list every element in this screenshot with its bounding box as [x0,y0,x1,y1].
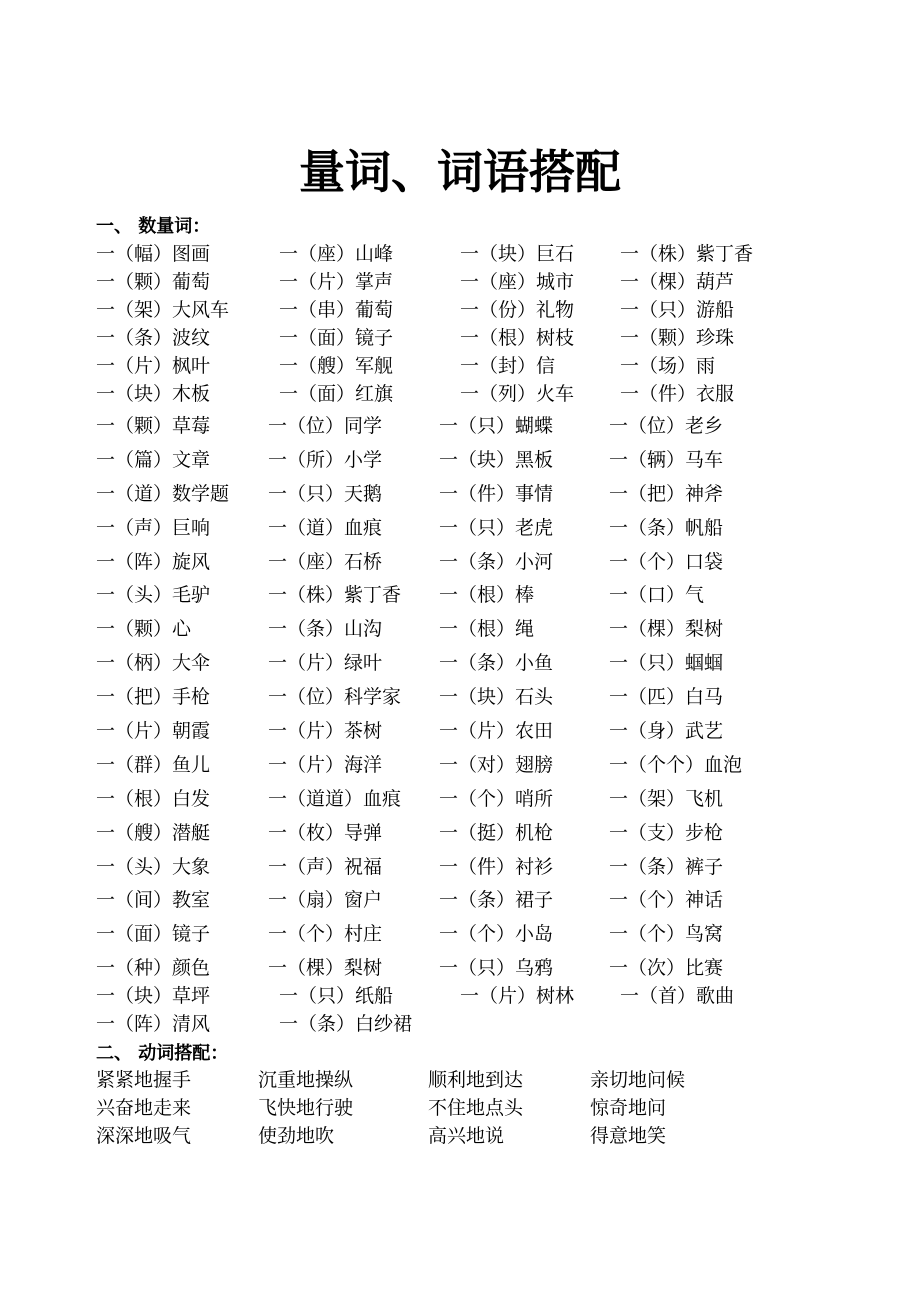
phrase-item: 一（把）手枪 [96,686,211,709]
phrase-item: 一（棵）梨树 [609,618,724,641]
phrase-item: 一（幅）图画 [96,243,211,265]
phrase-item: 一（间）教室 [96,889,211,912]
phrase-item: 一（只）乌鸦 [439,957,554,980]
phrase-item: 一（条）小河 [439,550,554,573]
phrase-item: 一（颗）葡萄 [96,271,211,293]
phrase-item: 一（串）葡萄 [279,299,394,321]
phrase-item: 一（群）鱼儿 [96,753,211,776]
phrase-item: 一（位）同学 [268,415,383,437]
phrase-item: 一（株）紫丁香 [268,584,402,607]
phrase-item: 一（头）毛驴 [96,584,211,607]
phrase-item: 一（颗）草莓 [96,415,211,437]
phrase-item: 一（座）山峰 [279,243,394,265]
phrase-item: 一（份）礼物 [460,299,575,321]
phrase-item: 一（口）气 [609,584,705,607]
phrase-item: 一（个个）血泡 [609,753,743,776]
phrase-item: 一（艘）军舰 [279,355,394,377]
phrase-item: 一（道）血痕 [268,516,383,539]
phrase-item: 一（块）石头 [439,686,554,709]
phrase-item: 一（扇）窗户 [268,889,383,912]
phrase-item: 一（位）老乡 [609,415,724,437]
phrase-item: 一（片）农田 [439,720,554,743]
phrase-item: 一（位）科学家 [268,686,402,709]
phrase-item: 一（根）绳 [439,618,535,641]
phrase-item: 一（阵）旋风 [96,550,211,573]
phrase-item: 顺利地到达 [428,1069,524,1091]
phrase-item: 一（片）绿叶 [268,652,383,675]
phrase-item: 一（片）茶树 [268,720,383,743]
phrase-item: 一（片）掌声 [279,271,394,293]
phrase-item: 一（座）城市 [460,271,575,293]
phrase-item: 一（块）黑板 [439,448,554,471]
phrase-item: 一（枚）导弹 [268,821,383,844]
section-heading-verb-phrases: 二、 动词搭配： [96,1043,229,1064]
phrase-item: 一（条）裙子 [439,889,554,912]
phrase-item: 不住地点头 [428,1097,524,1119]
phrase-item: 一（柄）大伞 [96,652,211,675]
phrase-item: 一（颗）珍珠 [620,327,735,349]
phrase-item: 一（株）紫丁香 [620,243,754,265]
phrase-item: 一（只）纸船 [279,985,394,1007]
phrase-item: 一（片）海洋 [268,753,383,776]
phrase-item: 一（个）鸟窝 [609,923,724,946]
phrase-item: 一（条）裤子 [609,855,724,878]
phrase-item: 一（只）天鹅 [268,482,383,505]
phrase-item: 一（只）蝴蝶 [439,415,554,437]
phrase-item: 一（块）巨石 [460,243,575,265]
phrase-item: 飞快地行驶 [258,1097,354,1119]
phrase-item: 亲切地问候 [590,1069,686,1091]
phrase-item: 一（块）木板 [96,383,211,405]
phrase-item: 一（阵）清风 [96,1013,211,1035]
phrase-item: 一（身）武艺 [609,720,724,743]
phrase-item: 一（面）红旗 [279,383,394,405]
phrase-item: 一（匹）白马 [609,686,724,709]
phrase-item: 一（条）帆船 [609,516,724,539]
phrase-item: 紧紧地握手 [96,1069,192,1091]
phrase-item: 一（根）树枝 [460,327,575,349]
phrase-item: 兴奋地走来 [96,1097,192,1119]
phrase-item: 一（道）数学题 [96,482,230,505]
phrase-item: 一（挺）机枪 [439,821,554,844]
phrase-item: 一（把）神斧 [609,482,724,505]
phrase-item: 一（条）波纹 [96,327,211,349]
phrase-item: 一（条）山沟 [268,618,383,641]
phrase-item: 一（架）大风车 [96,299,230,321]
phrase-item: 一（棵）梨树 [268,957,383,980]
phrase-item: 一（支）步枪 [609,821,724,844]
phrase-item: 一（所）小学 [268,448,383,471]
phrase-item: 惊奇地问 [590,1097,667,1119]
phrase-item: 一（对）翅膀 [439,753,554,776]
phrase-item: 一（头）大象 [96,855,211,878]
phrase-item: 一（块）草坪 [96,985,211,1007]
phrase-item: 一（场）雨 [620,355,716,377]
phrase-item: 一（面）镜子 [279,327,394,349]
phrase-item: 一（座）石桥 [268,550,383,573]
section-heading-measure-words: 一、 数量词： [96,216,211,237]
phrase-item: 深深地吸气 [96,1125,192,1147]
phrase-item: 一（首）歌曲 [620,985,735,1007]
phrase-item: 一（个）哨所 [439,787,554,810]
phrase-item: 一（颗）心 [96,618,192,641]
phrase-item: 一（封）信 [460,355,556,377]
phrase-item: 一（声）祝福 [268,855,383,878]
phrase-item: 沉重地操纵 [258,1069,354,1091]
phrase-item: 一（面）镜子 [96,923,211,946]
phrase-item: 一（架）飞机 [609,787,724,810]
phrase-item: 高兴地说 [428,1125,505,1147]
phrase-item: 使劲地吹 [258,1125,335,1147]
page-title: 量词、词语搭配 [299,145,621,199]
phrase-item: 一（次）比赛 [609,957,724,980]
phrase-item: 一（个）小岛 [439,923,554,946]
phrase-item: 一（辆）马车 [609,448,724,471]
phrase-item: 一（个）口袋 [609,550,724,573]
phrase-item: 一（根）棒 [439,584,535,607]
phrase-item: 一（艘）潜艇 [96,821,211,844]
phrase-item: 一（只）老虎 [439,516,554,539]
phrase-item: 一（片）朝霞 [96,720,211,743]
phrase-item: 一（根）白发 [96,787,211,810]
phrase-item: 一（条）小鱼 [439,652,554,675]
phrase-item: 一（列）火车 [460,383,575,405]
phrase-item: 一（只）游船 [620,299,735,321]
phrase-item: 一（片）枫叶 [96,355,211,377]
phrase-item: 一（个）村庄 [268,923,383,946]
phrase-item: 一（片）树林 [460,985,575,1007]
phrase-item: 一（种）颜色 [96,957,211,980]
phrase-item: 一（篇）文章 [96,448,211,471]
phrase-item: 一（条）白纱裙 [279,1013,413,1035]
phrase-item: 一（件）事情 [439,482,554,505]
phrase-item: 得意地笑 [590,1125,667,1147]
phrase-item: 一（个）神话 [609,889,724,912]
phrase-item: 一（道道）血痕 [268,787,402,810]
phrase-item: 一（件）衬衫 [439,855,554,878]
phrase-item: 一（只）蝈蝈 [609,652,724,675]
phrase-item: 一（件）衣服 [620,383,735,405]
phrase-item: 一（棵）葫芦 [620,271,735,293]
phrase-item: 一（声）巨响 [96,516,211,539]
